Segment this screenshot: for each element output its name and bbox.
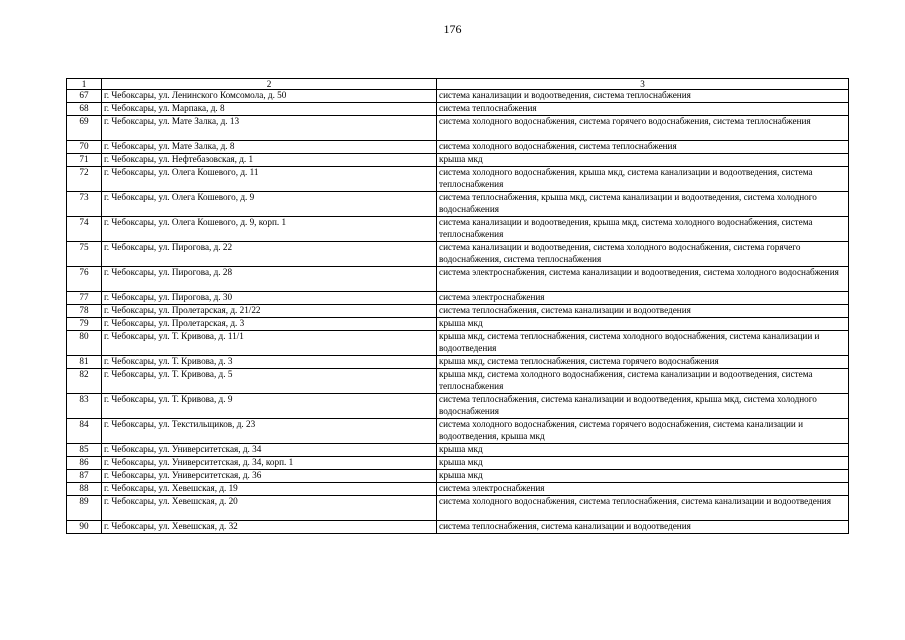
systems-cell: система электроснабжения [437, 483, 849, 496]
address-cell: г. Чебоксары, ул. Марпака, д. 8 [102, 103, 437, 116]
address-cell: г. Чебоксары, ул. Пирогова, д. 30 [102, 292, 437, 305]
systems-cell: система теплоснабжения [437, 103, 849, 116]
systems-cell: система холодного водоснабжения, крыша мкд, система канализации и водоотведения, система теплоснабжения [437, 167, 849, 192]
address-cell: г. Чебоксары, ул. Пирогова, д. 28 [102, 267, 437, 292]
table-row [67, 496, 849, 521]
address-cell: г. Чебоксары, ул. Т. Кривова, д. 9 [102, 394, 437, 419]
address-cell: г. Чебоксары, ул. Олега Кошевого, д. 9, корп. 1 [102, 217, 437, 242]
table-row [67, 318, 849, 331]
systems-cell: система канализации и водоотведения, крыша мкд, система холодного водоснабжения, система теплоснабжения [437, 217, 849, 242]
table-row [67, 356, 849, 369]
address-cell: г. Чебоксары, ул. Университетская, д. 34, корп. 1 [102, 457, 437, 470]
row-number-cell: 73 [67, 192, 102, 217]
systems-cell: крыша мкд, система холодного водоснабжения, система канализации и водоотведения, система теплоснабжения [437, 369, 849, 394]
address-cell: г. Чебоксары, ул. Университетская, д. 34 [102, 444, 437, 457]
table-header-row [67, 79, 849, 90]
address-cell: г. Чебоксары, ул. Мате Залка, д. 8 [102, 141, 437, 154]
row-number-cell: 83 [67, 394, 102, 419]
row-number-cell: 67 [67, 90, 102, 103]
table-row [67, 267, 849, 292]
table-row [67, 483, 849, 496]
row-number-cell: 78 [67, 305, 102, 318]
address-cell: г. Чебоксары, ул. Хевешская, д. 20 [102, 496, 437, 521]
table-row [67, 154, 849, 167]
systems-cell: система теплоснабжения, система канализации и водоотведения [437, 521, 849, 534]
row-number-cell: 90 [67, 521, 102, 534]
table-row [67, 103, 849, 116]
address-cell: г. Чебоксары, ул. Нефтебазовская, д. 1 [102, 154, 437, 167]
address-cell: г. Чебоксары, ул. Олега Кошевого, д. 11 [102, 167, 437, 192]
table-row [67, 470, 849, 483]
table-row [67, 457, 849, 470]
row-number-cell: 71 [67, 154, 102, 167]
systems-cell: система холодного водоснабжения, система теплоснабжения [437, 141, 849, 154]
row-number-cell: 77 [67, 292, 102, 305]
table-row [67, 305, 849, 318]
row-number-cell: 72 [67, 167, 102, 192]
systems-cell: крыша мкд [437, 444, 849, 457]
page-number: 176 [443, 22, 462, 36]
row-number-cell: 88 [67, 483, 102, 496]
systems-cell: система теплоснабжения, система канализации и водоотведения [437, 305, 849, 318]
row-number-cell: 89 [67, 496, 102, 521]
row-number-cell: 87 [67, 470, 102, 483]
row-number-cell: 85 [67, 444, 102, 457]
systems-cell: система холодного водоснабжения, система теплоснабжения, система канализации и водоотведения [437, 496, 849, 521]
systems-cell: система теплоснабжения, система канализации и водоотведения, крыша мкд, система холодного водоснабжения [437, 394, 849, 419]
address-cell: г. Чебоксары, ул. Пролетарская, д. 21/22 [102, 305, 437, 318]
address-cell: г. Чебоксары, ул. Университетская, д. 36 [102, 470, 437, 483]
table-row [67, 419, 849, 444]
table-row [67, 192, 849, 217]
systems-cell: система холодного водоснабжения, система горячего водоснабжения, система канализации и водоотведения, крыша мкд [437, 419, 849, 444]
table-row [67, 141, 849, 154]
address-cell: г. Чебоксары, ул. Т. Кривова, д. 3 [102, 356, 437, 369]
table-row [67, 242, 849, 267]
address-cell: г. Чебоксары, ул. Пирогова, д. 22 [102, 242, 437, 267]
row-number-cell: 84 [67, 419, 102, 444]
address-cell: г. Чебоксары, ул. Хевешская, д. 19 [102, 483, 437, 496]
row-number-cell: 82 [67, 369, 102, 394]
address-cell: г. Чебоксары, ул. Мате Залка, д. 13 [102, 116, 437, 141]
row-number-cell: 86 [67, 457, 102, 470]
table-row [67, 394, 849, 419]
row-number-cell: 79 [67, 318, 102, 331]
systems-cell: система канализации и водоотведения, система теплоснабжения [437, 90, 849, 103]
table-row [67, 167, 849, 192]
column-header-systems: 3 [437, 79, 849, 90]
row-number-cell: 76 [67, 267, 102, 292]
table-row [67, 116, 849, 141]
table-row [67, 90, 849, 103]
column-header-address: 2 [102, 79, 437, 90]
systems-cell: крыша мкд [437, 154, 849, 167]
address-cell: г. Чебоксары, ул. Т. Кривова, д. 11/1 [102, 331, 437, 356]
column-header-number: 1 [67, 79, 102, 90]
address-cell: г. Чебоксары, ул. Ленинского Комсомола, д. 50 [102, 90, 437, 103]
row-number-cell: 81 [67, 356, 102, 369]
systems-cell: система электроснабжения [437, 292, 849, 305]
table-row [67, 521, 849, 534]
table-row [67, 444, 849, 457]
buildings-table [66, 78, 849, 534]
systems-cell: система теплоснабжения, крыша мкд, система канализации и водоотведения, система холодного водоснабжения [437, 192, 849, 217]
row-number-cell: 80 [67, 331, 102, 356]
systems-cell: крыша мкд [437, 318, 849, 331]
address-cell: г. Чебоксары, ул. Пролетарская, д. 3 [102, 318, 437, 331]
address-cell: г. Чебоксары, ул. Хевешская, д. 32 [102, 521, 437, 534]
table-row [67, 331, 849, 356]
row-number-cell: 70 [67, 141, 102, 154]
systems-cell: система холодного водоснабжения, система горячего водоснабжения, система теплоснабжения [437, 116, 849, 141]
table-row [67, 369, 849, 394]
address-cell: г. Чебоксары, ул. Текстильщиков, д. 23 [102, 419, 437, 444]
table-body [67, 90, 849, 534]
systems-cell: крыша мкд, система теплоснабжения, система холодного водоснабжения, система канализации и водоотведения [437, 331, 849, 356]
systems-cell: крыша мкд [437, 457, 849, 470]
row-number-cell: 74 [67, 217, 102, 242]
systems-cell: система электроснабжения, система канализации и водоотведения, система холодного водоснабжения [437, 267, 849, 292]
address-cell: г. Чебоксары, ул. Олега Кошевого, д. 9 [102, 192, 437, 217]
systems-cell: система канализации и водоотведения, система холодного водоснабжения, система горячего водоснабжения, система теплоснабжения [437, 242, 849, 267]
systems-cell: крыша мкд [437, 470, 849, 483]
systems-cell: крыша мкд, система теплоснабжения, система горячего водоснабжения [437, 356, 849, 369]
row-number-cell: 68 [67, 103, 102, 116]
address-cell: г. Чебоксары, ул. Т. Кривова, д. 5 [102, 369, 437, 394]
table-row [67, 217, 849, 242]
row-number-cell: 75 [67, 242, 102, 267]
table-row [67, 292, 849, 305]
row-number-cell: 69 [67, 116, 102, 141]
